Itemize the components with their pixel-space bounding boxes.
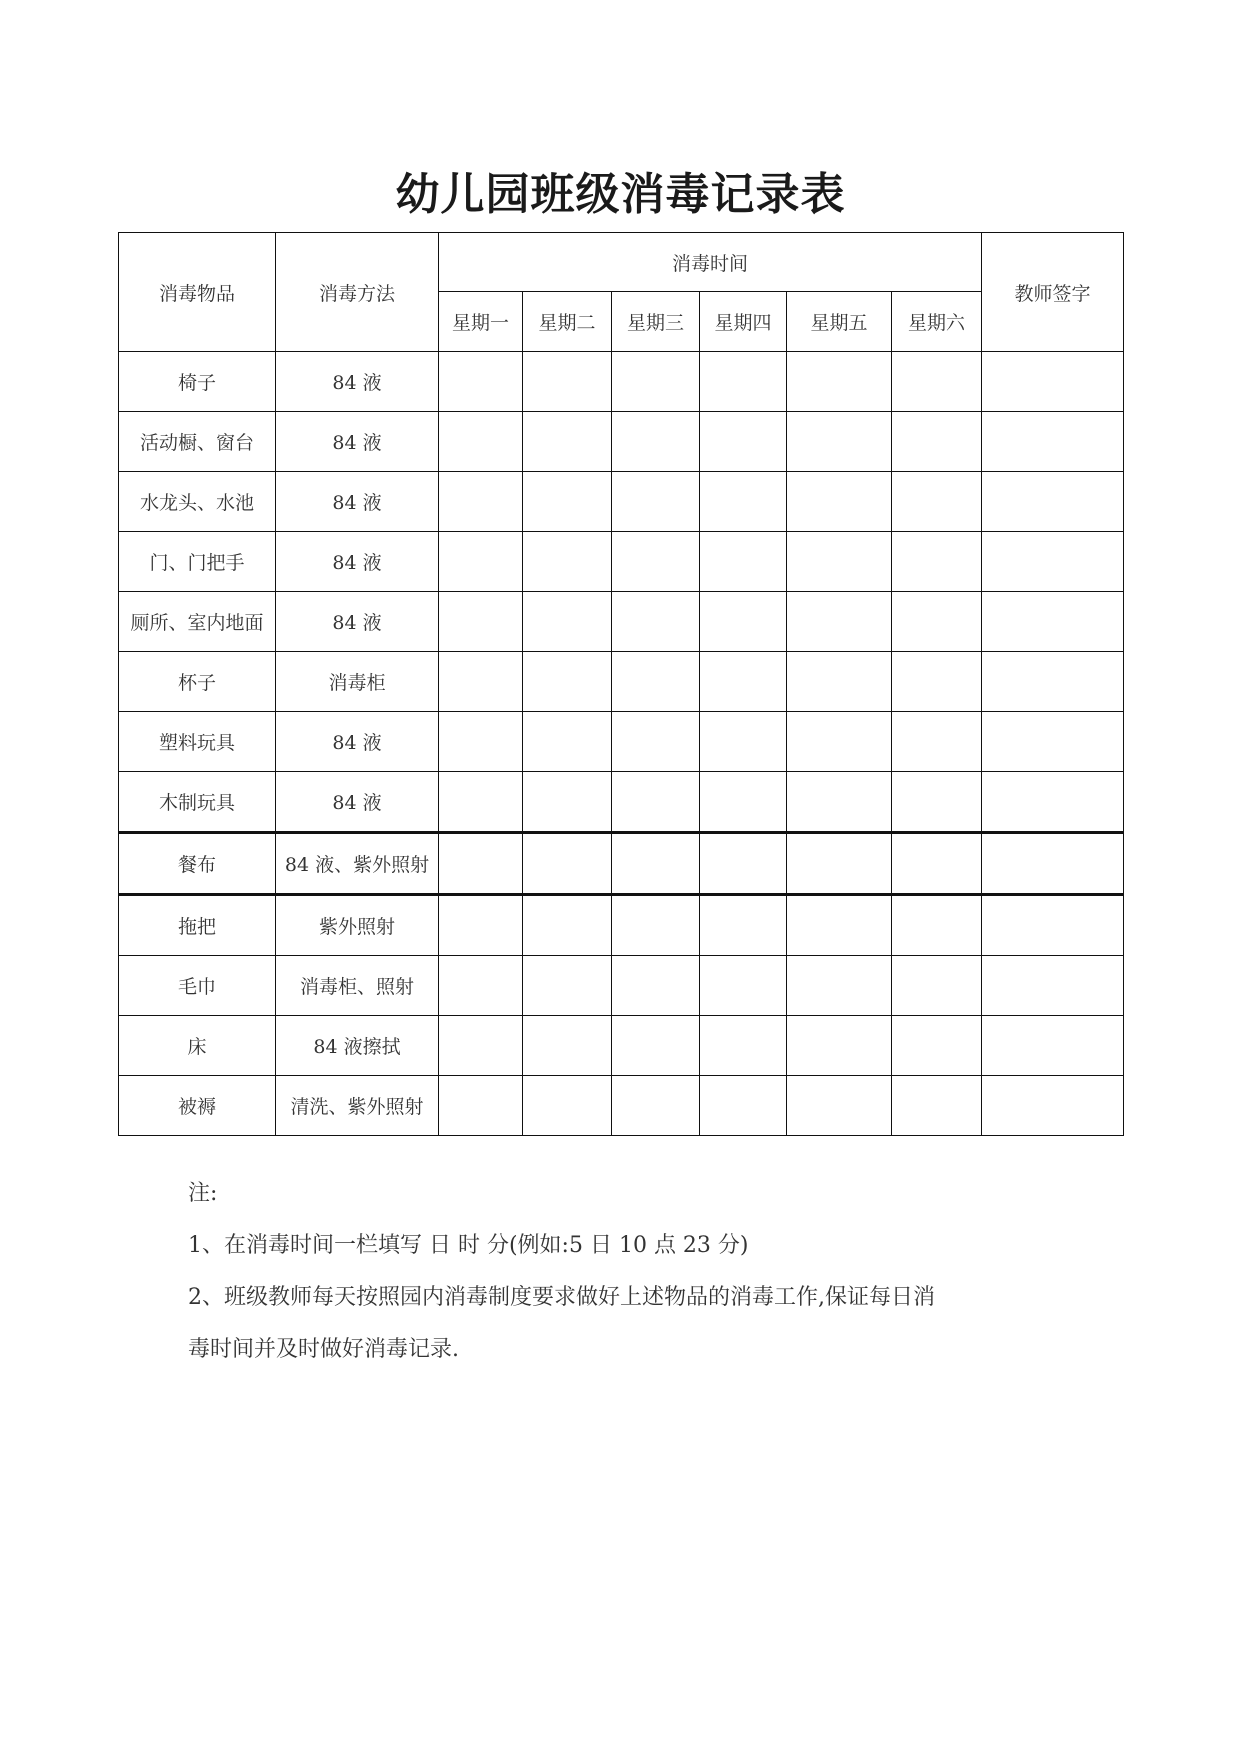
header-day-fri: 星期五 — [787, 292, 892, 352]
time-cell[interactable] — [523, 412, 612, 472]
time-cell[interactable] — [787, 472, 892, 532]
time-cell[interactable] — [892, 652, 982, 712]
time-cell[interactable] — [523, 652, 612, 712]
time-cell[interactable] — [787, 712, 892, 772]
table-row — [119, 1016, 1124, 1076]
row-method: 84 液、紫外照射 — [276, 833, 439, 895]
header-day-mon: 星期一 — [439, 292, 523, 352]
header-day-sat: 星期六 — [892, 292, 982, 352]
time-cell[interactable] — [439, 472, 523, 532]
time-cell[interactable] — [439, 895, 523, 956]
time-cell[interactable] — [700, 956, 787, 1016]
row-method: 消毒柜、照射 — [276, 956, 439, 1016]
time-cell[interactable] — [700, 833, 787, 895]
time-cell[interactable] — [787, 532, 892, 592]
row-method: 84 液 — [276, 712, 439, 772]
row-item: 厕所、室内地面 — [119, 592, 276, 652]
time-cell[interactable] — [612, 412, 700, 472]
time-cell[interactable] — [439, 1076, 523, 1136]
row-item: 床 — [119, 1016, 276, 1076]
row-item: 被褥 — [119, 1076, 276, 1136]
time-cell[interactable] — [523, 1016, 612, 1076]
row-item: 水龙头、水池 — [119, 472, 276, 532]
time-cell[interactable] — [787, 352, 892, 412]
time-cell[interactable] — [439, 712, 523, 772]
time-cell[interactable] — [612, 652, 700, 712]
row-method: 84 液 — [276, 592, 439, 652]
time-cell[interactable] — [892, 1076, 982, 1136]
time-cell[interactable] — [523, 833, 612, 895]
header-row-top — [119, 233, 1124, 292]
signature-cell[interactable] — [982, 895, 1124, 956]
time-cell[interactable] — [612, 956, 700, 1016]
time-cell[interactable] — [700, 652, 787, 712]
table-row — [119, 352, 1124, 412]
time-cell[interactable] — [892, 712, 982, 772]
row-method: 84 液 — [276, 352, 439, 412]
row-method: 84 液 — [276, 472, 439, 532]
time-cell[interactable] — [787, 833, 892, 895]
row-method: 84 液 — [276, 532, 439, 592]
time-cell[interactable] — [439, 652, 523, 712]
time-cell[interactable] — [787, 1016, 892, 1076]
time-cell[interactable] — [439, 1016, 523, 1076]
time-cell[interactable] — [892, 833, 982, 895]
time-cell[interactable] — [439, 532, 523, 592]
time-cell[interactable] — [892, 956, 982, 1016]
row-method: 84 液 — [276, 412, 439, 472]
header-method: 消毒方法 — [276, 233, 439, 352]
time-cell[interactable] — [612, 1076, 700, 1136]
time-cell[interactable] — [700, 1016, 787, 1076]
time-cell[interactable] — [523, 352, 612, 412]
row-item: 塑料玩具 — [119, 712, 276, 772]
time-cell[interactable] — [439, 956, 523, 1016]
time-cell[interactable] — [523, 895, 612, 956]
signature-cell[interactable] — [982, 412, 1124, 472]
table-row — [119, 895, 1124, 956]
time-cell[interactable] — [892, 412, 982, 472]
time-cell[interactable] — [700, 592, 787, 652]
notes-section — [188, 1168, 1088, 1376]
time-cell[interactable] — [700, 712, 787, 772]
time-cell[interactable] — [523, 772, 612, 833]
table-row — [119, 772, 1124, 833]
time-cell[interactable] — [439, 592, 523, 652]
document-title: 幼儿园班级消毒记录表 — [395, 169, 846, 220]
time-cell[interactable] — [892, 352, 982, 412]
table-row — [119, 956, 1124, 1016]
disinfection-record-table — [118, 232, 1124, 1136]
time-cell[interactable] — [523, 712, 612, 772]
table-row — [119, 652, 1124, 712]
time-cell[interactable] — [700, 412, 787, 472]
time-cell[interactable] — [700, 532, 787, 592]
signature-cell[interactable] — [982, 472, 1124, 532]
note-line-2b: 毒时间并及时做好消毒记录. — [188, 1337, 459, 1362]
table-row — [119, 532, 1124, 592]
time-cell[interactable] — [439, 412, 523, 472]
time-cell[interactable] — [892, 895, 982, 956]
time-cell[interactable] — [612, 1016, 700, 1076]
time-cell[interactable] — [892, 532, 982, 592]
signature-cell[interactable] — [982, 1076, 1124, 1136]
time-cell[interactable] — [612, 472, 700, 532]
header-day-thu: 星期四 — [700, 292, 787, 352]
time-cell[interactable] — [523, 532, 612, 592]
time-cell[interactable] — [892, 1016, 982, 1076]
time-cell[interactable] — [523, 1076, 612, 1136]
time-cell[interactable] — [523, 592, 612, 652]
time-cell[interactable] — [612, 712, 700, 772]
row-item: 椅子 — [119, 352, 276, 412]
note-line-1: 1、在消毒时间一栏填写 日 时 分(例如:5 日 10 点 23 分) — [188, 1233, 749, 1258]
time-cell[interactable] — [787, 652, 892, 712]
time-cell[interactable] — [700, 772, 787, 833]
time-cell[interactable] — [700, 472, 787, 532]
signature-cell[interactable] — [982, 956, 1124, 1016]
table-row — [119, 1076, 1124, 1136]
notes-heading: 注: — [188, 1181, 218, 1206]
signature-cell[interactable] — [982, 592, 1124, 652]
time-cell[interactable] — [892, 772, 982, 833]
time-cell[interactable] — [892, 592, 982, 652]
signature-cell[interactable] — [982, 1016, 1124, 1076]
row-item: 拖把 — [119, 895, 276, 956]
table-row — [119, 412, 1124, 472]
time-cell[interactable] — [523, 472, 612, 532]
time-cell[interactable] — [612, 352, 700, 412]
time-cell[interactable] — [787, 1076, 892, 1136]
time-cell[interactable] — [612, 833, 700, 895]
table-row — [119, 833, 1124, 895]
table-row — [119, 592, 1124, 652]
time-cell[interactable] — [612, 592, 700, 652]
row-item: 毛巾 — [119, 956, 276, 1016]
time-cell[interactable] — [612, 895, 700, 956]
row-item: 活动橱、窗台 — [119, 412, 276, 472]
time-cell[interactable] — [700, 352, 787, 412]
row-method: 消毒柜 — [276, 652, 439, 712]
time-cell[interactable] — [700, 895, 787, 956]
row-item: 门、门把手 — [119, 532, 276, 592]
row-item: 餐布 — [119, 833, 276, 895]
time-cell[interactable] — [439, 833, 523, 895]
row-item: 杯子 — [119, 652, 276, 712]
signature-cell[interactable] — [982, 772, 1124, 833]
signature-cell[interactable] — [982, 712, 1124, 772]
time-cell[interactable] — [787, 772, 892, 833]
table-row — [119, 712, 1124, 772]
header-signature: 教师签字 — [982, 233, 1124, 352]
time-cell[interactable] — [787, 412, 892, 472]
signature-cell[interactable] — [982, 652, 1124, 712]
time-cell[interactable] — [439, 352, 523, 412]
time-cell[interactable] — [787, 592, 892, 652]
table-row — [119, 472, 1124, 532]
row-method: 清洗、紫外照射 — [276, 1076, 439, 1136]
row-method: 84 液擦拭 — [276, 1016, 439, 1076]
note-line-2a: 2、班级教师每天按照园内消毒制度要求做好上述物品的消毒工作,保证每日消 — [188, 1285, 935, 1310]
time-cell[interactable] — [892, 472, 982, 532]
signature-cell[interactable] — [982, 532, 1124, 592]
header-item: 消毒物品 — [119, 233, 276, 352]
time-cell[interactable] — [439, 772, 523, 833]
time-cell[interactable] — [612, 532, 700, 592]
time-cell[interactable] — [787, 956, 892, 1016]
row-item: 木制玩具 — [119, 772, 276, 833]
signature-cell[interactable] — [982, 352, 1124, 412]
time-cell[interactable] — [700, 1076, 787, 1136]
time-cell[interactable] — [787, 895, 892, 956]
signature-cell[interactable] — [982, 833, 1124, 895]
header-time: 消毒时间 — [439, 233, 982, 292]
header-day-wed: 星期三 — [612, 292, 700, 352]
row-method: 紫外照射 — [276, 895, 439, 956]
header-day-tue: 星期二 — [523, 292, 612, 352]
row-method: 84 液 — [276, 772, 439, 833]
time-cell[interactable] — [523, 956, 612, 1016]
time-cell[interactable] — [612, 772, 700, 833]
